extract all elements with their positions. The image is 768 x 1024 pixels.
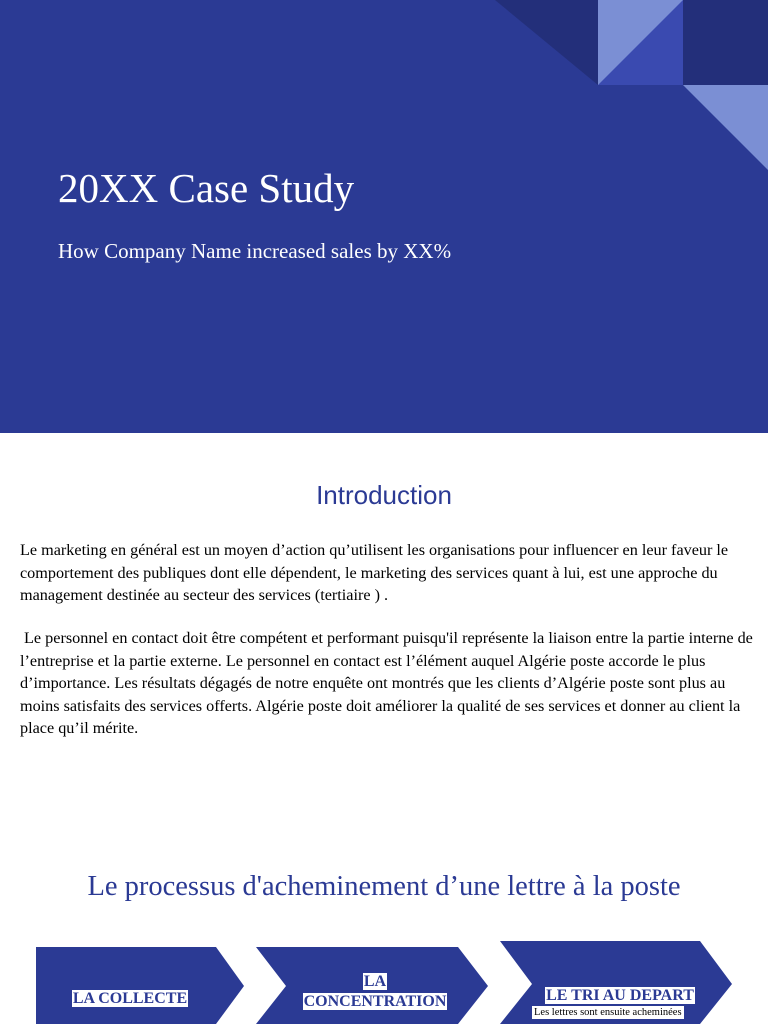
step-text-concentration-line1: LA [363,973,387,990]
slide-subtitle: How Company Name increased sales by XX% [58,239,452,263]
process-title: Le processus d'acheminement d’une lettre à la poste [87,871,681,902]
process-slide [0,833,768,1024]
step-label-tri [520,986,720,1006]
step-label-collecte [40,989,220,1009]
introduction-paragraph-2: Le personnel en contact doit être compétent et performant puisqu'il représente la liaison entre la partie interne de l’entreprise et la partie externe. Le personnel en contact est l’élément auquel Algérie poste accorde le plus d’importance. Les résultats dégagés de notre enquête ont montrés que les clients d’Algérie poste sont plus au moins satisfaits des services offerts. Algérie poste doit améliorer la qualité de ses services et donner au client la place qu’il mérite. [20,629,757,738]
step-text-collecte: LA COLLECTE [72,990,188,1007]
deco-triangle-light [683,85,768,170]
step-text-concentration-line2: CONCENTRATION [303,993,447,1010]
title-slide [0,0,768,433]
introduction-paragraph-1: Le marketing en général est un moyen d’action qu’utilisent les organisations pour influencer en leur faveur le comportement des publiques dont elle dépendent, le marketing des services quant à lui, est une approche du management destinée au secteur des services (tertiaire ) . [20,541,729,605]
slide-title: 20XX Case Study [58,165,355,211]
introduction-heading: Introduction [316,480,452,510]
introduction-slide [0,433,768,833]
corner-decoration [0,0,768,433]
step-text-tri: LE TRI AU DEPART [546,987,694,1004]
step-note-tri: Les lettres sont ensuite acheminées [534,1007,682,1018]
deco-square-dark [683,0,768,85]
chevron-step-collecte [36,947,244,1024]
deco-triangle-dark [495,0,598,85]
step-label-concentration [270,972,480,1012]
